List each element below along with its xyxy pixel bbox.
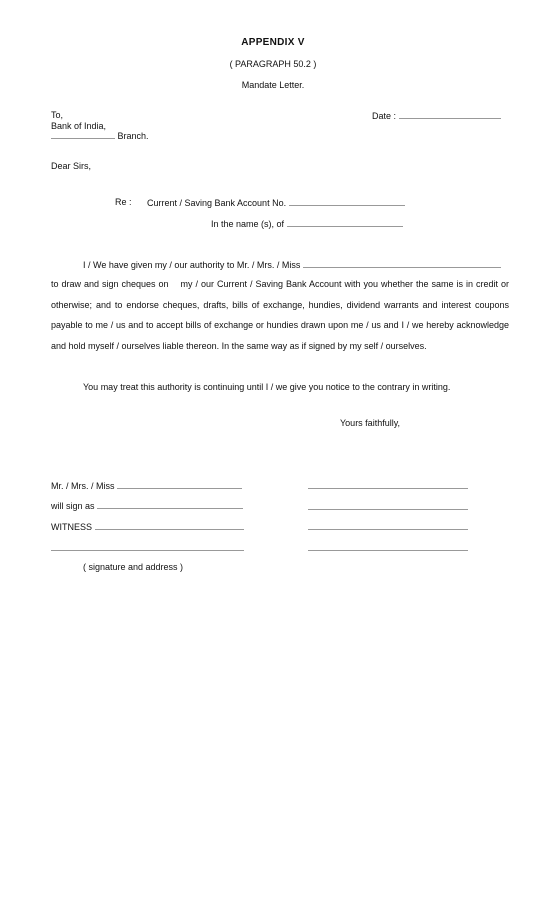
- sign-as-line: [51, 500, 243, 512]
- signatory-name-label: Mr. / Mrs. / Miss: [51, 481, 115, 491]
- mandate-line-2: to draw and sign cheques on my / our Current / Saving Bank Account with you whether the same is in credit or: [51, 279, 509, 289]
- mandate-paragraph: [51, 274, 509, 356]
- bank-name: Bank of India,: [51, 121, 107, 131]
- mandate-line-5: and hold myself / ourselves liable thereon. In the same way as if signed by my self / ourselves.: [51, 340, 427, 351]
- account-name-line: [211, 218, 403, 230]
- signature-line-4[interactable]: [308, 550, 468, 551]
- account-name-blank[interactable]: [287, 218, 403, 227]
- to-label: To,: [51, 110, 64, 120]
- witness-label: WITNESS: [51, 522, 93, 532]
- page-title: APPENDIX V: [241, 37, 305, 48]
- signature-note: ( signature and address ): [83, 562, 184, 572]
- authority-intro-line: [83, 259, 501, 271]
- continuing-authority-text: You may treat this authority is continuing until I / we give you notice to the contrary in writing.: [83, 382, 451, 392]
- account-line: [147, 197, 405, 209]
- signature-line-1[interactable]: [308, 488, 468, 489]
- closing-text: Yours faithfully,: [340, 418, 401, 428]
- date-blank[interactable]: [399, 110, 501, 119]
- document-subtitle: Mandate Letter.: [241, 80, 305, 90]
- mandate-line-3: otherwise; and to endorse cheques, drafts, bills of exchange, hundies, dividend warrants and interest coupons: [51, 299, 509, 310]
- authority-intro-text: I / We have given my / our authority to Mr. / Mrs. / Miss: [83, 260, 301, 270]
- account-label: Current / Saving Bank Account No.: [147, 198, 287, 208]
- account-number-blank[interactable]: [289, 197, 405, 206]
- mandate-line-4: payable to me / us and to accept bills of exchange or hundies drawn upon me / us and I / we hereby acknowledge: [51, 320, 509, 331]
- date-label: Date :: [372, 111, 397, 121]
- date-line: [372, 110, 501, 122]
- account-name-label: In the name (s), of: [211, 219, 285, 229]
- branch-line: [51, 130, 149, 142]
- re-label: Re :: [115, 197, 132, 207]
- signature-line-3[interactable]: [308, 529, 468, 530]
- salutation: Dear Sirs,: [51, 161, 92, 171]
- authorised-person-blank[interactable]: [303, 259, 501, 268]
- signatory-name-blank[interactable]: [117, 480, 242, 489]
- branch-label: Branch.: [117, 131, 149, 141]
- witness-blank[interactable]: [95, 521, 244, 530]
- witness-address-line[interactable]: [51, 550, 244, 551]
- witness-line: [51, 521, 244, 533]
- sign-as-blank[interactable]: [97, 500, 243, 509]
- paragraph-reference: ( PARAGRAPH 50.2 ): [229, 59, 317, 69]
- signatory-name-line: [51, 480, 242, 492]
- branch-blank[interactable]: [51, 130, 115, 139]
- signature-line-2[interactable]: [308, 509, 468, 510]
- sign-as-label: will sign as: [51, 501, 95, 511]
